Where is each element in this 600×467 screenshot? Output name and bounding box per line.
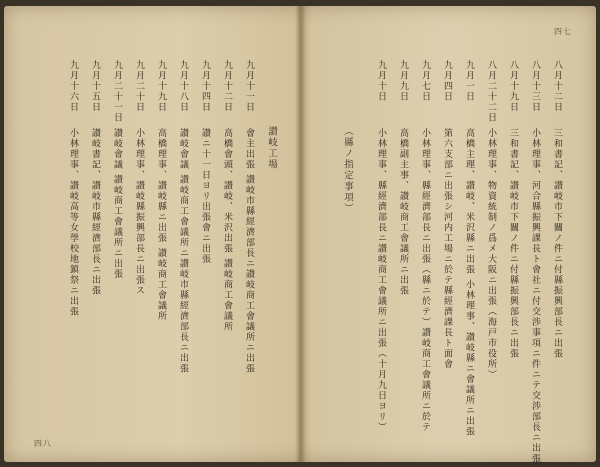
entry-text: 高橋主理、讃岐、米沢縣ニ出張 小林理事、讃岐縣ニ會議所ニ出張	[464, 128, 474, 437]
left-page	[4, 6, 298, 462]
entry-date: 九月七日	[420, 60, 430, 102]
entry-text: 第六支部ニ出張シ河内工場ニ於テ縣經濟課長ト面會	[442, 128, 452, 370]
entry-text: 高橋副主事、讃岐商工會議所ニ出張	[398, 128, 408, 296]
entry-text: 小林理事、河合縣振興課長ト會社ニ付交渉事項ニ件ニテ交渉部長ニ出張	[530, 128, 540, 464]
entry-date: 九月十五日	[90, 60, 100, 113]
entry-text: 讃岐會議 讃岐商工會議所ニ出張	[112, 128, 122, 280]
entry-date: 八月十三日	[530, 60, 540, 113]
entry-date: 九月十八日	[178, 60, 188, 113]
entry-date: 九月二十一日	[112, 60, 122, 123]
entry-date: 九月九日	[398, 60, 408, 102]
entry-text: 小林理事、縣經濟部長ニ出張（縣ニ於テ）讃岐商工會議所ニ於テ	[420, 128, 430, 433]
section-heading: 讃岐工場	[266, 126, 277, 170]
entry-text: 高橋理事、讃岐縣ニ出張 讃岐商工會議所	[156, 128, 166, 322]
entry-date: 九月十九日	[156, 60, 166, 113]
left-page-number: 四八	[34, 439, 52, 448]
entry-date: 九月二十日	[134, 60, 144, 113]
entry-text: 小林理事、物資統制ノ爲メ大阪ニ出張（海戸市役所）	[486, 128, 496, 380]
entry-text: 讃岐會議 讃岐商工會議所ニ讃岐市縣經濟部長ニ出張	[178, 128, 188, 374]
entry-text: 會主出張 讃岐市縣經濟部長ニ讃岐商工會議所ニ出張	[244, 128, 254, 374]
entry-date: 九月十日	[376, 60, 386, 102]
entry-date: 九月四日	[442, 60, 452, 102]
entry-date: 九月一日	[464, 60, 474, 102]
entry-text: 三和書記、讃岐市下關ノ件ニ付縣振興部長ニ出張	[508, 128, 518, 359]
right-page-number: 四七	[554, 27, 572, 36]
entry-date: 八月十九日	[508, 60, 518, 113]
section-heading: （縣ノ指定事項）	[342, 126, 353, 214]
entry-date: 九月十四日	[200, 60, 210, 113]
entry-date: 九月十二日	[222, 60, 232, 113]
entry-date: 八月十二日	[552, 60, 562, 113]
entry-text: 小林理事、讃岐縣振興部長ニ出張ス	[134, 128, 144, 296]
entry-date: 九月十六日	[68, 60, 78, 113]
entry-date: 八月二十二日	[486, 60, 496, 123]
right-page	[302, 6, 596, 462]
entry-text: 讃ニ十一日ヨリ出張會ニ出張	[200, 128, 210, 265]
entry-date: 九月十一日	[244, 60, 254, 113]
entry-text: 高橋會頭、讃岐、米沢出張 讃岐商工會議所	[222, 128, 232, 332]
entry-text: 讃岐書記、讃岐市縣經濟部長ニ出張	[90, 128, 100, 296]
open-book	[4, 6, 596, 462]
entry-text: 三和書記、讃岐市下關ノ件ニ付縣振興部長ニ出張	[552, 128, 562, 359]
entry-text: 小林理事、讃岐高等女學校地鎮祭ニ出張	[68, 128, 78, 317]
entry-text: 小林理事、縣經濟部長ニ讃岐商工會議所ニ出張（十月九日ヨリ）	[376, 128, 386, 433]
